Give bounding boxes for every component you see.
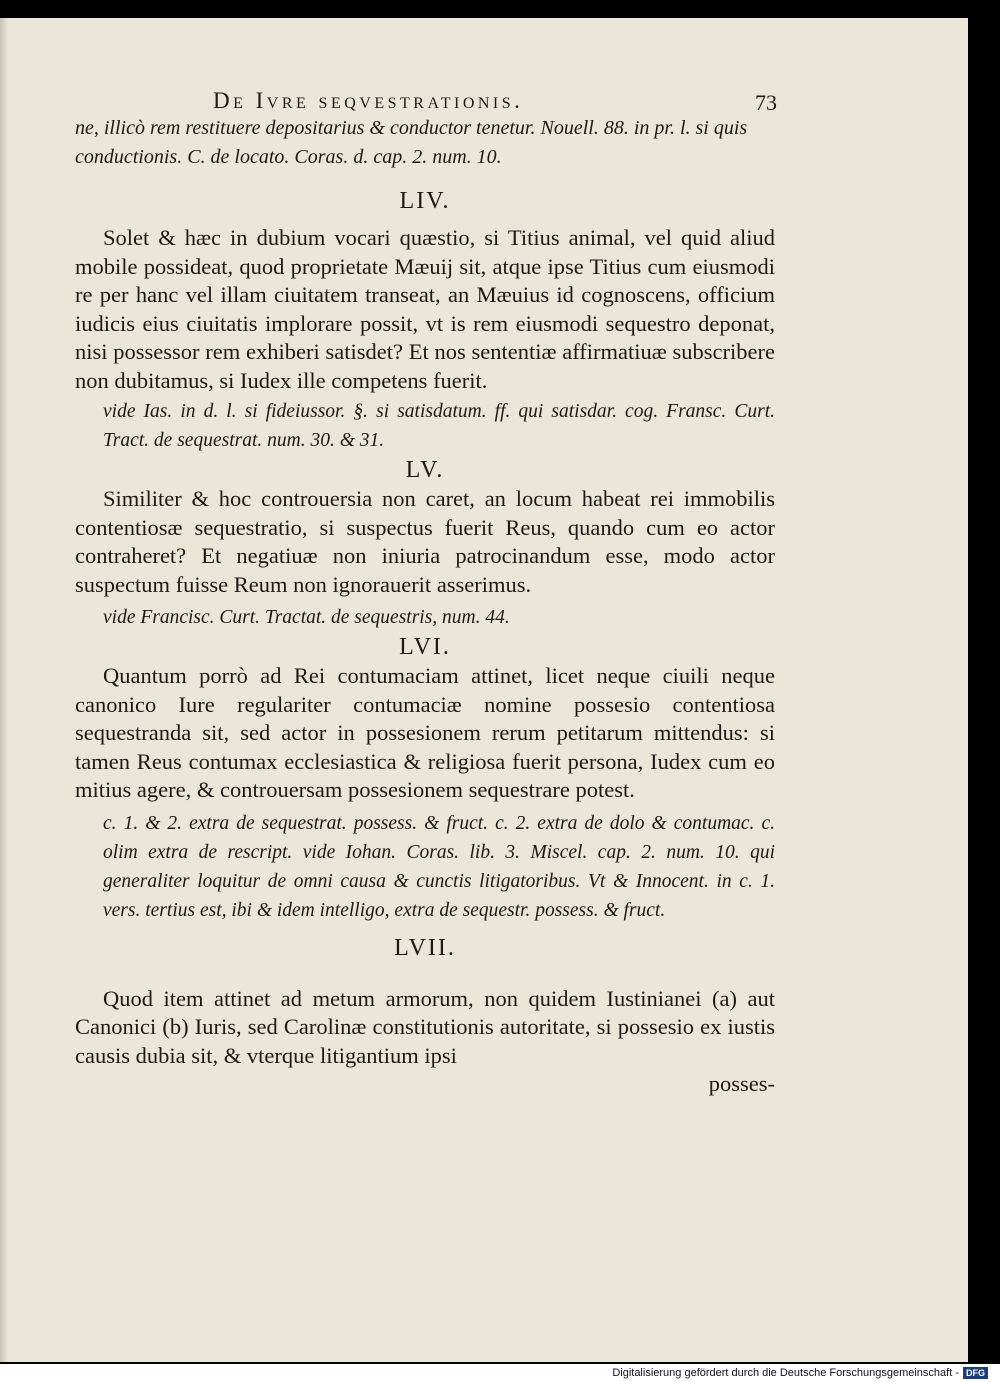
paragraph-liv: Solet & hæc in dubium vocari quæstio, si Titius animal, vel quid aliud mobile possideat, quod proprietate Mæuij sit, atque ipse Titius cum eiusmodi re per hanc vel illam ciuitatem transeat, an Mæuius id cognoscens, officium iudicis eius ciuitatis implorare possit, vt is rem eiusmodi sequestro deponat, nisi possessor rem exhiberi satisdet? Et nos sententiæ affirmatiuæ subscribere non dubitamus, si Iudex ille competens fuerit. — [75, 225, 775, 393]
page-content — [75, 80, 775, 1099]
citation-lv: vide Francisc. Curt. Tractat. de sequestris, num. 44. — [103, 607, 510, 628]
section-heading-lvii: LVII. — [394, 934, 456, 961]
paragraph-lvii: Quod item attinet ad metum armorum, non quidem Iustinianei (a) aut Canonici (b) Iuris, sed Carolinæ constitutionis autoritate, si possesio ex iustis causis dubia sit, & vterque litigantium ipsi — [75, 985, 775, 1068]
section-heading-lv: LV. — [405, 457, 445, 483]
section-heading-liv: LIV. — [399, 188, 451, 214]
dfg-logo-icon: DFG — [963, 1367, 988, 1379]
citation-liv: vide Ias. in d. l. si fideiussor. §. si satisdatum. ff. qui satisdar. cog. Fransc. Curt. Tract. de sequestrat. num. 30. & 31. — [103, 401, 775, 451]
dfg-credit-text: Digitalisierung gefördert durch die Deutsche Forschungsgemeinschaft - — [612, 1367, 959, 1379]
running-title: De Ivre seqvestrationis. — [213, 88, 524, 113]
paragraph-lvi: Quantum porrò ad Rei contumaciam attinet, licet neque ciuili neque canonico Iure regulariter contumaciæ nomine possesio contentiosa sequestranda sit, sed actor in possesionem rerum petitarum mittendus: si tamen Reus contumax ecclesiastica & religiosa fuerit persona, Iudex cum eo mitius agere, & controuersam possesionem sequestrare potest. — [75, 663, 775, 802]
page-gutter-shadow — [0, 18, 8, 1362]
digitization-footer — [0, 1364, 1000, 1382]
paragraph-lv: Similiter & hoc controuersia non caret, an locum habeat rei immobilis contentiosæ sequestratio, si suspectus fuerit Reus, quando cum eo actor contraheret? Et negatiuæ non iniuria patrocinandum esse, modo actor suspectum fuisse Reum non ignorauerit asserimus. — [75, 486, 775, 597]
book-page — [0, 18, 968, 1362]
catchword: posses- — [708, 1071, 775, 1096]
section-heading-lvi: LVI. — [399, 634, 451, 660]
citation-lvi: c. 1. & 2. extra de sequestrat. possess. & fruct. c. 2. extra de dolo & contumac. c. olim extra de rescript. vide Iohan. Coras. lib. 3. Miscel. cap. 2. num. 10. qui generaliter loquitur de omni causa & cunctis litigatoribus. Vt & Innocent. in c. 1. vers. tertius est, ibi & idem intelligo, extra de sequestr. possess. & fruct. — [103, 812, 775, 921]
page-number: 73 — [755, 90, 777, 115]
continuation-paragraph: ne, illicò rem restituere depositarius & conductor tenetur. Nouell. 88. in pr. l. si quis conductionis. C. de locato. Coras. d. cap. 2. num. 10. — [75, 117, 748, 168]
running-head — [75, 80, 775, 114]
